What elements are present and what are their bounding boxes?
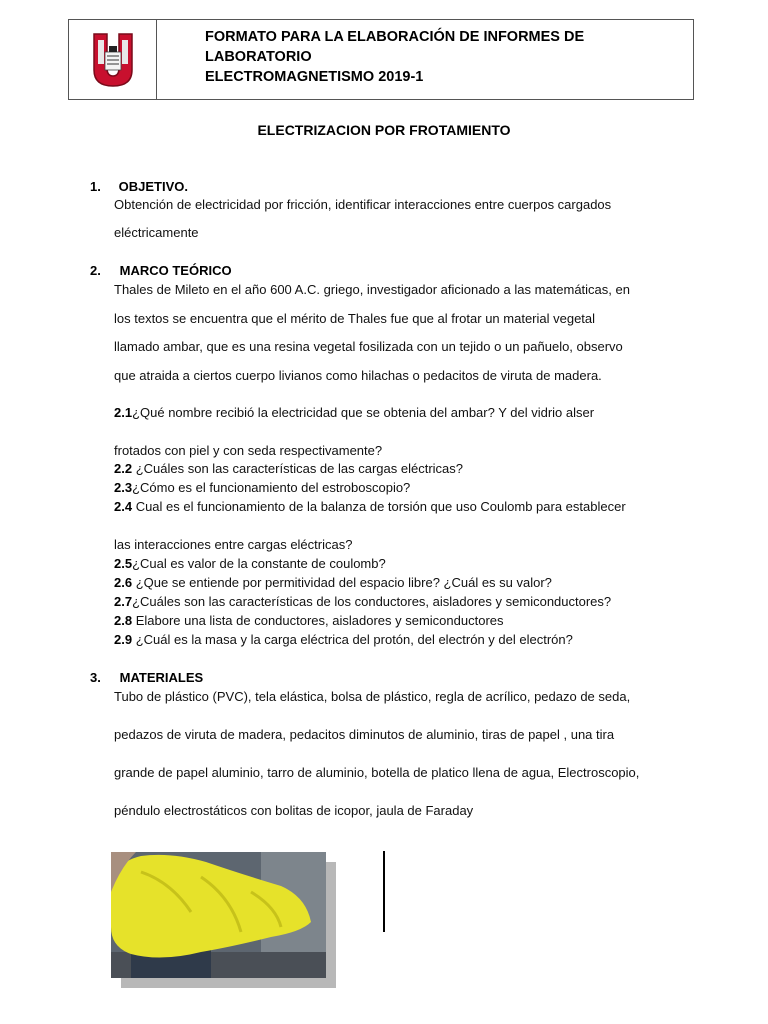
question-2-1-cont bbox=[114, 443, 382, 458]
header-line-2: LABORATORIO bbox=[205, 49, 312, 65]
question-2-7 bbox=[114, 594, 611, 609]
question-2-3 bbox=[114, 480, 410, 495]
section-2-number: 2. bbox=[90, 263, 101, 278]
question-2-5 bbox=[114, 556, 386, 571]
question-2-6 bbox=[114, 575, 552, 590]
materials-line-3: grande de papel aluminio, tarro de aluminio, botella de platico llena de agua, Electroscopio, bbox=[114, 765, 640, 780]
section-1-title: OBJETIVO. bbox=[118, 179, 188, 194]
vertical-divider bbox=[383, 851, 385, 932]
question-text: ¿Cuál es la masa y la carga eléctrica del protón, del electrón y del electrón? bbox=[132, 632, 573, 647]
question-2-9 bbox=[114, 632, 573, 647]
question-number: 2.1 bbox=[114, 405, 133, 420]
section-3-number: 3. bbox=[90, 670, 101, 685]
header-line-3: ELECTROMAGNETISMO 2019-1 bbox=[205, 69, 424, 85]
question-number: 2.9 bbox=[114, 632, 133, 647]
question-text: ¿Cuáles son las características de los conductores, aisladores y semiconductores? bbox=[132, 594, 612, 609]
objective-line-2: eléctricamente bbox=[114, 225, 199, 240]
theory-line-2: los textos se encuentra que el mérito de Thales fue que al frotar un material vegetal bbox=[114, 311, 596, 326]
question-number: 2.6 bbox=[114, 575, 133, 590]
theory-line-4: que atraida a ciertos cuerpo livianos como hilachas o pedacitos de viruta de madera. bbox=[114, 368, 602, 383]
header-line-1: FORMATO PARA LA ELABORACIÓN DE INFORMES DE bbox=[205, 29, 585, 45]
question-text: Elabore una lista de conductores, aisladores y semiconductores bbox=[132, 613, 504, 628]
question-number: 2.2 bbox=[114, 461, 133, 476]
section-1-number: 1. bbox=[90, 179, 101, 194]
document-title: ELECTRIZACION POR FROTAMIENTO bbox=[257, 122, 511, 138]
question-text: las interacciones entre cargas eléctricas? bbox=[114, 537, 353, 552]
theory-line-3: llamado ambar, que es una resina vegetal fosilizada con un tejido o un pañuelo, observo bbox=[114, 339, 623, 354]
question-text: ¿Cómo es el funcionamiento del estroboscopio? bbox=[132, 480, 411, 495]
question-text: Cual es el funcionamiento de la balanza de torsión que uso Coulomb para establecer bbox=[132, 499, 626, 514]
question-2-1 bbox=[114, 405, 594, 420]
theory-line-1: Thales de Mileto en el año 600 A.C. griego, investigador aficionado a las matemáticas, en bbox=[114, 282, 630, 297]
question-2-4 bbox=[114, 499, 626, 514]
question-text: ¿Que se entiende por permitividad del espacio libre? ¿Cuál es su valor? bbox=[132, 575, 552, 590]
question-2-4-cont bbox=[114, 537, 352, 552]
question-2-8 bbox=[114, 613, 504, 628]
section-1-heading bbox=[90, 179, 188, 194]
experiment-photo bbox=[111, 852, 326, 978]
materials-line-2: pedazos de viruta de madera, pedacitos diminutos de aluminio, tiras de papel , una tira bbox=[114, 727, 615, 742]
section-2-title: MARCO TEÓRICO bbox=[119, 263, 232, 278]
materials-line-1: Tubo de plástico (PVC), tela elástica, bolsa de plástico, regla de acrílico, pedazo de seda, bbox=[114, 689, 631, 704]
question-number: 2.3 bbox=[114, 480, 133, 495]
question-2-2 bbox=[114, 461, 463, 476]
question-number: 2.4 bbox=[114, 499, 133, 514]
question-text: ¿Qué nombre recibió la electricidad que se obtenia del ambar? Y del vidrio alser bbox=[132, 405, 595, 420]
section-3-title: MATERIALES bbox=[119, 670, 204, 685]
question-text: ¿Cual es valor de la constante de coulomb? bbox=[132, 556, 386, 571]
header-title bbox=[205, 27, 675, 87]
materials-line-4: péndulo electrostáticos con bolitas de icopor, jaula de Faraday bbox=[114, 803, 474, 818]
question-text: ¿Cuáles son las características de las cargas eléctricas? bbox=[132, 461, 463, 476]
question-number: 2.8 bbox=[114, 613, 133, 628]
question-number: 2.7 bbox=[114, 594, 133, 609]
university-logo bbox=[92, 32, 134, 88]
objective-line-1: Obtención de electricidad por fricción, identificar interacciones entre cuerpos cargados bbox=[114, 197, 612, 212]
section-3-heading bbox=[90, 670, 203, 685]
question-number: 2.5 bbox=[114, 556, 133, 571]
question-text: frotados con piel y con seda respectivamente? bbox=[114, 443, 383, 458]
logo-cell bbox=[69, 20, 157, 99]
section-2-heading bbox=[90, 263, 232, 278]
